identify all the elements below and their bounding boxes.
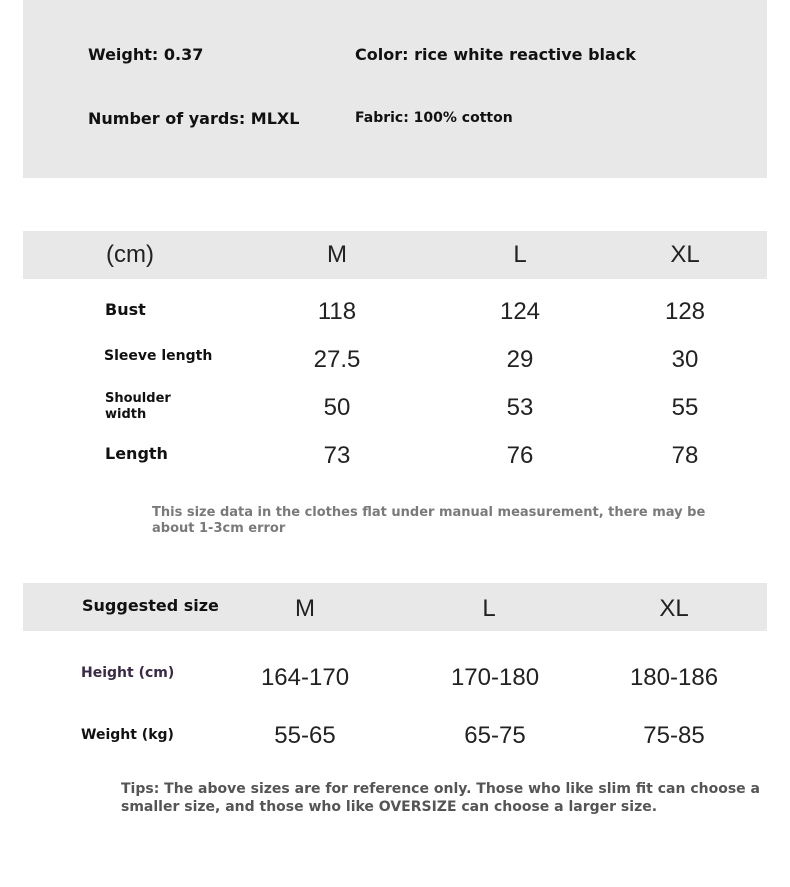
measurement-note <box>152 505 705 537</box>
size-header-xl: XL <box>670 241 700 268</box>
table-cell: 75-85 <box>643 722 705 749</box>
tips-line: smaller size, and those who like OVERSIZE can choose a larger size. <box>121 799 658 815</box>
table-cell: 73 <box>323 442 351 469</box>
table-cell: 76 <box>506 442 534 469</box>
row-label-weight: Weight (kg) <box>81 727 174 743</box>
size-header-l: L <box>513 241 527 268</box>
row-label-width: width <box>105 407 147 422</box>
table-cell: 29 <box>506 346 534 373</box>
table-cell: 124 <box>499 298 541 325</box>
note-line: about 1-3cm error <box>152 521 286 536</box>
table-cell: 53 <box>506 394 534 421</box>
size-header-m: M <box>327 241 347 268</box>
table-cell: 55-65 <box>274 722 336 749</box>
yards-info: Number of yards: MLXL <box>88 109 300 128</box>
table-cell: 118 <box>317 298 357 325</box>
row-label-height: Height (cm) <box>81 665 175 681</box>
note-line: This size data in the clothes flat under manual measurement, there may be <box>152 505 706 520</box>
suggest-header-l: L <box>482 595 496 622</box>
product-info-panel <box>23 0 767 178</box>
fabric-info: Fabric: 100% cotton <box>355 110 513 126</box>
row-label-length: Length <box>105 444 168 463</box>
tips-line: Tips: The above sizes are for reference only. Those who like slim fit can choose a <box>121 781 760 797</box>
table-cell: 78 <box>671 442 699 469</box>
table-cell: 65-75 <box>464 722 526 749</box>
suggested-size-header: Suggested size <box>82 596 219 615</box>
table-cell: 128 <box>664 298 706 325</box>
table-cell: 50 <box>323 394 351 421</box>
row-label-bust: Bust <box>105 300 146 319</box>
table-cell: 164-170 <box>260 664 350 691</box>
table-cell: 55 <box>671 394 699 421</box>
table-cell: 30 <box>671 346 699 373</box>
table-cell: 170-180 <box>450 664 540 691</box>
color-info: Color: rice white reactive black <box>355 45 636 64</box>
unit-header: (cm) <box>106 241 154 268</box>
weight-info: Weight: 0.37 <box>88 45 204 64</box>
suggest-header-m: M <box>295 595 315 622</box>
row-label-shoulder: Shoulder <box>105 391 171 406</box>
table-cell: 27.5 <box>313 346 361 373</box>
size-tips <box>121 780 760 816</box>
suggest-header-xl: XL <box>659 595 689 622</box>
table-cell: 180-186 <box>629 664 719 691</box>
row-label-sleeve-length: Sleeve length <box>104 348 213 364</box>
